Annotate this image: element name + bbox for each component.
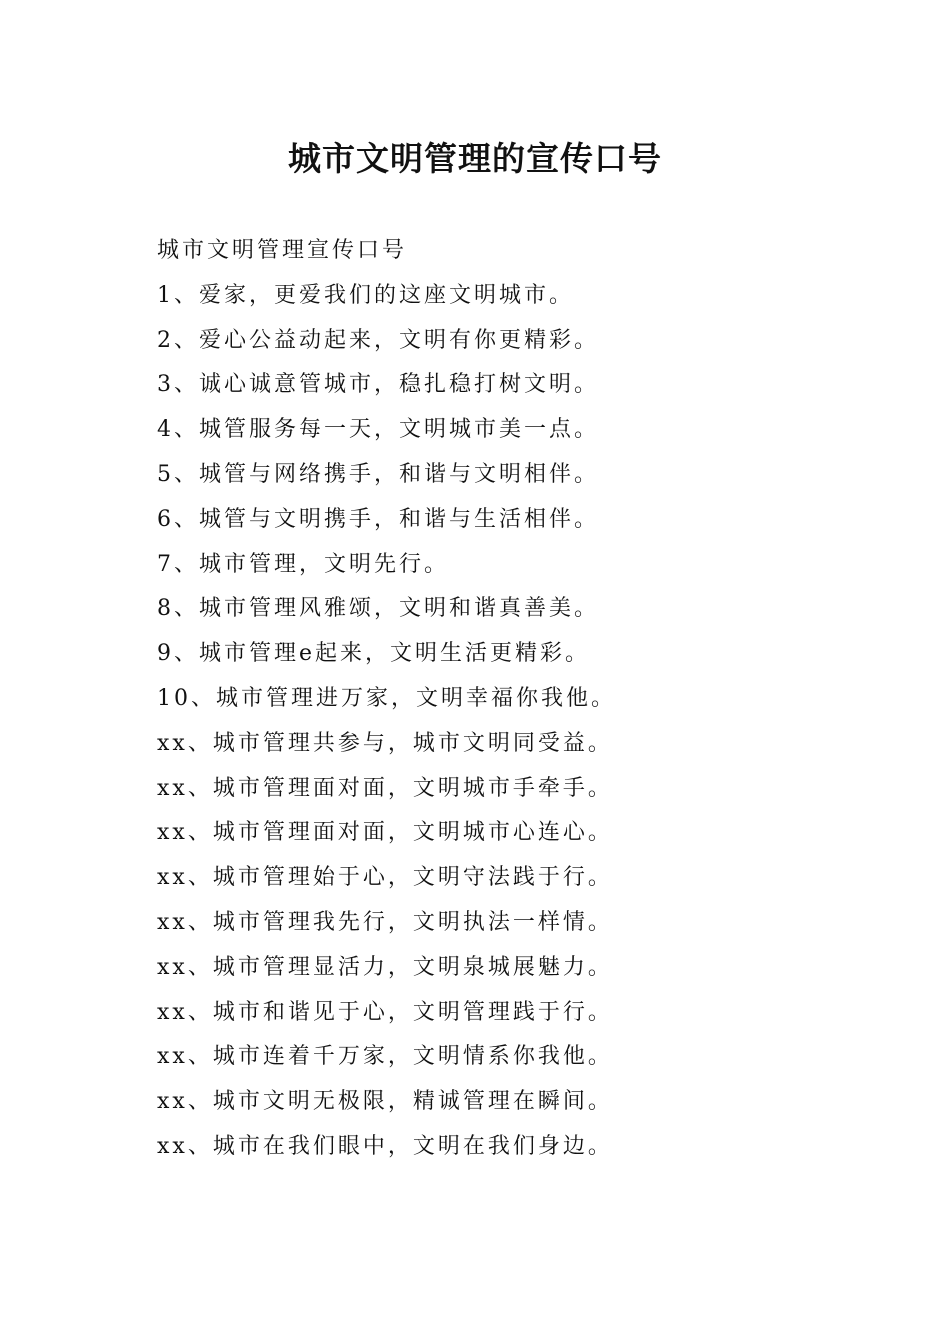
- slogan-line: 3、诚心诚意管城市，稳扎稳打树文明。: [157, 372, 599, 398]
- slogan-line: 7、城市管理，文明先行。: [157, 551, 449, 577]
- slogan-line: xx、城市管理始于心，文明守法践于行。: [157, 865, 613, 891]
- slogan-line: 5、城管与网络携手，和谐与文明相伴。: [157, 461, 599, 487]
- document-subtitle: 城市文明管理宣传口号: [157, 238, 408, 263]
- slogan-line: xx、城市管理我先行，文明执法一样情。: [157, 909, 613, 935]
- slogan-line: 9、城市管理e起来，文明生活更精彩。: [157, 641, 591, 667]
- slogan-line: 8、城市管理风雅颂，文明和谐真善美。: [157, 596, 599, 622]
- slogan-line: 4、城管服务每一天，文明城市美一点。: [157, 417, 599, 443]
- slogan-line: 10、城市管理进万家，文明幸福你我他。: [157, 685, 616, 711]
- slogan-line: xx、城市管理面对面，文明城市手牵手。: [157, 775, 613, 801]
- document-title: 城市文明管理的宣传口号: [288, 139, 662, 178]
- slogan-line: xx、城市管理面对面，文明城市心连心。: [157, 820, 613, 846]
- slogan-line: xx、城市在我们眼中，文明在我们身边。: [157, 1133, 613, 1159]
- slogan-line: xx、城市和谐见于心，文明管理践于行。: [157, 999, 613, 1025]
- slogan-line: xx、城市管理显活力，文明泉城展魅力。: [157, 954, 613, 980]
- document-body: [157, 229, 857, 1170]
- slogan-line: 1、爱家，更爱我们的这座文明城市。: [157, 282, 574, 308]
- slogan-line: xx、城市文明无极限，精诚管理在瞬间。: [157, 1089, 613, 1115]
- slogan-line: 6、城管与文明携手，和谐与生活相伴。: [157, 506, 599, 532]
- slogan-line: xx、城市连着千万家，文明情系你我他。: [157, 1044, 613, 1070]
- slogan-line: xx、城市管理共参与，城市文明同受益。: [157, 730, 613, 756]
- slogan-line: 2、爱心公益动起来，文明有你更精彩。: [157, 327, 599, 353]
